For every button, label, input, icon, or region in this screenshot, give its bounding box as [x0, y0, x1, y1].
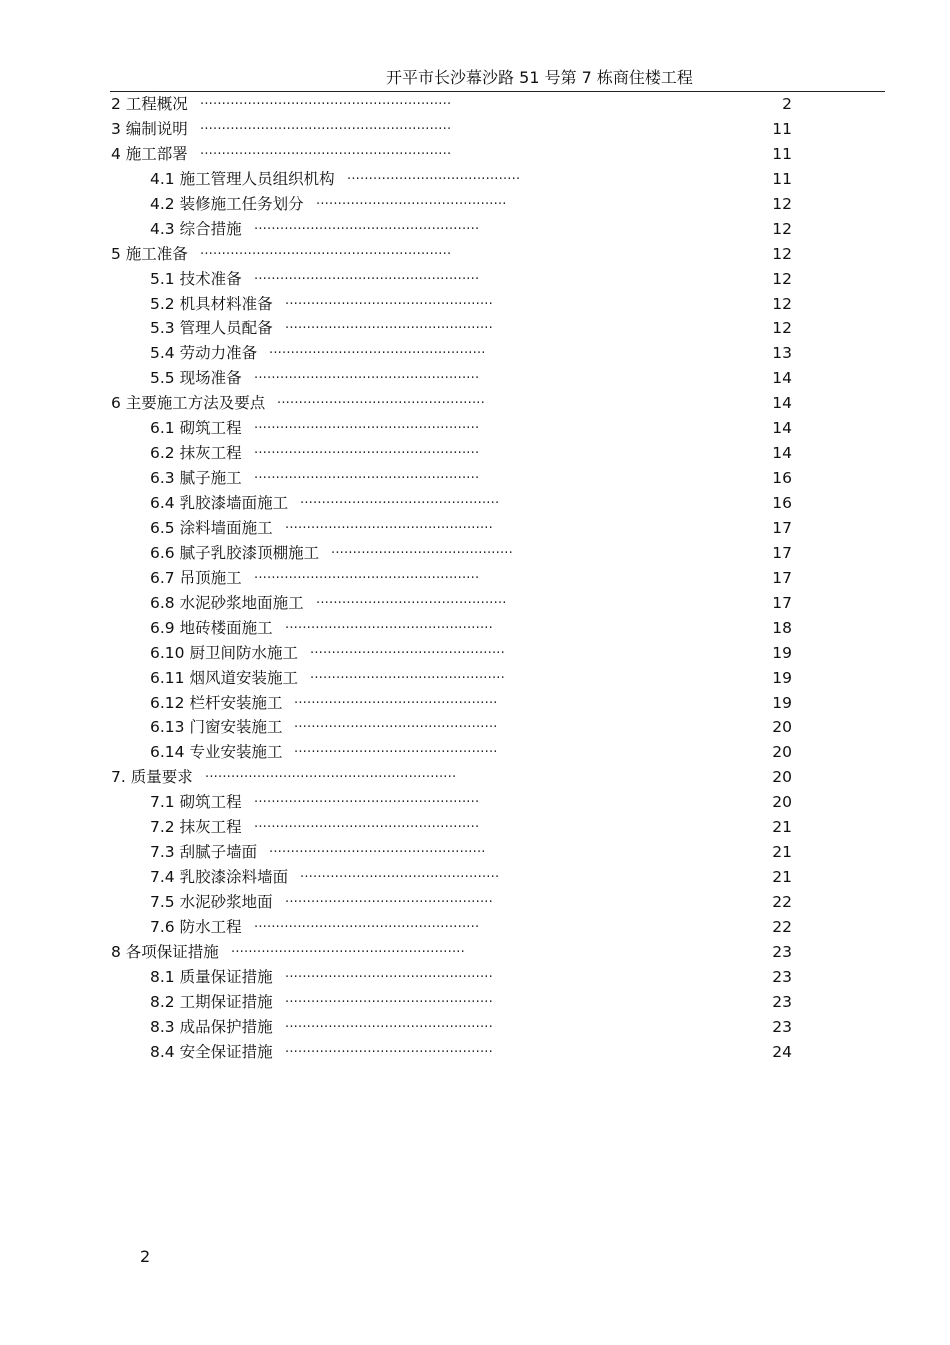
toc-entry-label: 6.6 腻子乳胶漆顶棚施工: [150, 543, 320, 562]
toc-entry-label: 5.5 现场准备: [150, 369, 242, 388]
toc-entry-label: 6.10 厨卫间防水施工: [150, 643, 298, 662]
toc-entry-leader-dots: ............................................: [316, 192, 507, 208]
toc-entry-label: 7.3 刮腻子墙面: [150, 843, 258, 862]
toc-entry-leader-dots: ....................................................: [254, 417, 480, 433]
toc-entry-label: 6.3 腻子施工: [150, 469, 242, 488]
toc-entry-page: 21: [772, 843, 792, 862]
toc-entry-page: 21: [772, 818, 792, 837]
toc-entry-leader-dots: ................................................: [285, 292, 493, 308]
toc-entry-label: 8 各项保证措施: [111, 942, 219, 961]
toc-entry-leader-dots: ................................................: [285, 1040, 493, 1056]
toc-entry-leader-dots: ............................................: [316, 591, 507, 607]
toc-entry-page: 16: [772, 494, 792, 512]
toc-entry-page: 19: [772, 643, 792, 662]
toc-entry-label: 5.1 技术准备: [150, 269, 242, 288]
toc-entry[interactable]: [0, 1040, 950, 1065]
toc-entry-label: 6.13 门窗安装施工: [150, 718, 283, 737]
toc-entry-page: 21: [772, 868, 792, 887]
toc-entry-page: 14: [772, 444, 792, 463]
toc-entry-label: 6 主要施工方法及要点: [111, 394, 266, 413]
toc-entry-page: 20: [772, 768, 792, 787]
toc-entry-label: 5.3 管理人员配备: [150, 319, 273, 338]
toc-entry-label: 4.1 施工管理人员组织机构: [150, 169, 335, 188]
toc-entry-leader-dots: ....................................................: [254, 367, 480, 383]
toc-entry-leader-dots: ...............................................: [294, 691, 498, 707]
toc-entry-label: 6.1 砌筑工程: [150, 419, 242, 438]
toc-entry-leader-dots: ....................................................: [254, 566, 480, 582]
toc-entry-page: 11: [772, 144, 792, 163]
toc-entry-label: 7.1 砌筑工程: [150, 793, 242, 812]
toc-entry-leader-dots: ....................................................: [254, 217, 480, 233]
toc-entry-leader-dots: ..........................................................: [205, 766, 457, 782]
toc-entry-leader-dots: ..................................................: [269, 342, 486, 358]
toc-entry-leader-dots: .............................................: [310, 641, 505, 657]
toc-entry-page: 22: [772, 917, 792, 936]
toc-entry-page: 23: [772, 1017, 792, 1036]
toc-entry-page: 18: [772, 618, 792, 637]
toc-entry-page: 12: [772, 244, 792, 263]
toc-entry-page: 12: [772, 219, 792, 238]
toc-entry-label: 5.4 劳动力准备: [150, 344, 258, 363]
toc-entry-page: 12: [772, 194, 792, 213]
toc-entry-leader-dots: ....................................................: [254, 791, 480, 807]
toc-entry[interactable]: [0, 915, 950, 940]
toc-entry-page: 17: [772, 543, 792, 562]
toc-entry-leader-dots: ................................................: [285, 317, 493, 333]
toc-entry-page: 2: [782, 95, 792, 113]
toc-entry-page: 17: [772, 593, 792, 612]
toc-entry-label: 6.11 烟风道安装施工: [150, 668, 298, 687]
toc-entry[interactable]: [0, 740, 950, 765]
toc-entry-leader-dots: ....................................................: [254, 915, 480, 931]
toc-entry-leader-dots: ....................................................: [254, 267, 480, 283]
toc-entry-label: 4 施工部署: [111, 144, 188, 163]
toc-entry-leader-dots: ................................................: [277, 392, 485, 408]
toc-entry-label: 6.12 栏杆安装施工: [150, 693, 283, 712]
toc-entry-leader-dots: ................................................: [285, 965, 493, 981]
toc-entry-label: 6.7 吊顶施工: [150, 568, 242, 587]
toc-entry-page: 11: [772, 169, 792, 188]
toc-entry-label: 6.5 涂料墙面施工: [150, 518, 273, 537]
toc-entry-label: 4.3 综合措施: [150, 219, 242, 238]
toc-entry-leader-dots: .............................................: [310, 666, 505, 682]
toc-entry-label: 5 施工准备: [111, 244, 188, 263]
toc-entry-label: 3 编制说明: [111, 119, 188, 138]
toc-entry-page: 12: [772, 319, 792, 338]
toc-entry-page: 19: [772, 693, 792, 712]
toc-entry-label: 6.4 乳胶漆墙面施工: [150, 494, 289, 512]
toc-entry-label: 7. 质量要求: [111, 768, 193, 787]
toc-entry-page: 19: [772, 668, 792, 687]
toc-entry-page: 17: [772, 518, 792, 537]
toc-entry-leader-dots: ..............................................: [300, 866, 500, 882]
toc-entry-leader-dots: ..........................................................: [200, 242, 452, 258]
toc-entry-page: 20: [772, 743, 792, 762]
toc-entry[interactable]: [0, 217, 950, 242]
toc-entry-label: 8.3 成品保护措施: [150, 1017, 273, 1036]
toc-entry-page: 12: [772, 269, 792, 288]
toc-entry-page: 14: [772, 394, 792, 413]
toc-entry-page: 23: [772, 967, 792, 986]
toc-entry-label: 6.8 水泥砂浆地面施工: [150, 593, 304, 612]
toc-entry-label: 7.2 抹灰工程: [150, 818, 242, 837]
toc-entry-leader-dots: ..........................................................: [200, 142, 452, 158]
toc-entry-leader-dots: ......................................................: [231, 940, 465, 956]
toc-entry-label: 2 工程概况: [111, 95, 188, 113]
toc-entry-label: 7.5 水泥砂浆地面: [150, 893, 273, 911]
toc-entry-page: 11: [772, 119, 792, 138]
toc-entry-label: 8.1 质量保证措施: [150, 967, 273, 986]
toc-entry-page: 17: [772, 568, 792, 587]
toc-entry-label: 8.4 安全保证措施: [150, 1042, 273, 1061]
toc-entry-label: 7.6 防水工程: [150, 917, 242, 936]
toc-entry-leader-dots: ................................................: [285, 616, 493, 632]
toc-entry-page: 16: [772, 469, 792, 488]
toc-entry-page: 22: [772, 893, 792, 911]
toc-entry-leader-dots: ..........................................: [331, 541, 513, 557]
toc-entry-leader-dots: ...............................................: [294, 716, 498, 732]
toc-entry-page: 20: [772, 793, 792, 812]
toc-entry-leader-dots: ................................................: [285, 891, 493, 906]
toc-entry-leader-dots: ....................................................: [254, 467, 480, 483]
toc-entry-page: 24: [772, 1042, 792, 1061]
toc-entry-page: 13: [772, 344, 792, 363]
toc-entry-leader-dots: ...............................................: [294, 741, 498, 757]
toc-entry-page: 23: [772, 992, 792, 1011]
toc-entry[interactable]: [0, 117, 950, 142]
toc-entry-label: 6.14 专业安装施工: [150, 743, 283, 762]
toc-entry-page: 20: [772, 718, 792, 737]
toc-entry-leader-dots: ....................................................: [254, 442, 480, 458]
header-title: 开平市长沙幕沙路 51 号第 7 栋商住楼工程: [386, 68, 693, 87]
toc-entry-leader-dots: ................................................: [285, 1015, 493, 1031]
toc-entry-label: 7.4 乳胶漆涂料墙面: [150, 868, 289, 887]
toc-entry-label: 6.9 地砖楼面施工: [150, 618, 273, 637]
toc-entry-leader-dots: ..................................................: [269, 841, 486, 857]
toc-entry-leader-dots: ................................................: [285, 516, 493, 532]
table-of-contents: [0, 92, 950, 1065]
toc-entry-page: 14: [772, 369, 792, 388]
toc-entry-label: 8.2 工期保证措施: [150, 992, 273, 1011]
toc-entry-page: 12: [772, 294, 792, 313]
toc-entry-leader-dots: ........................................: [347, 167, 521, 183]
toc-entry-page: 14: [772, 419, 792, 438]
toc-entry-leader-dots: ..............................................: [300, 492, 500, 507]
toc-entry[interactable]: [0, 92, 950, 117]
toc-entry-page: 23: [772, 942, 792, 961]
toc-entry-leader-dots: ..........................................................: [200, 93, 452, 108]
toc-entry-label: 4.2 装修施工任务划分: [150, 194, 304, 213]
toc-entry-leader-dots: ....................................................: [254, 816, 480, 832]
toc-entry-label: 6.2 抹灰工程: [150, 444, 242, 463]
toc-entry-leader-dots: ..........................................................: [200, 117, 452, 133]
toc-entry-label: 5.2 机具材料准备: [150, 294, 273, 313]
page-number: 2: [140, 1247, 151, 1266]
toc-entry-leader-dots: ................................................: [285, 990, 493, 1006]
